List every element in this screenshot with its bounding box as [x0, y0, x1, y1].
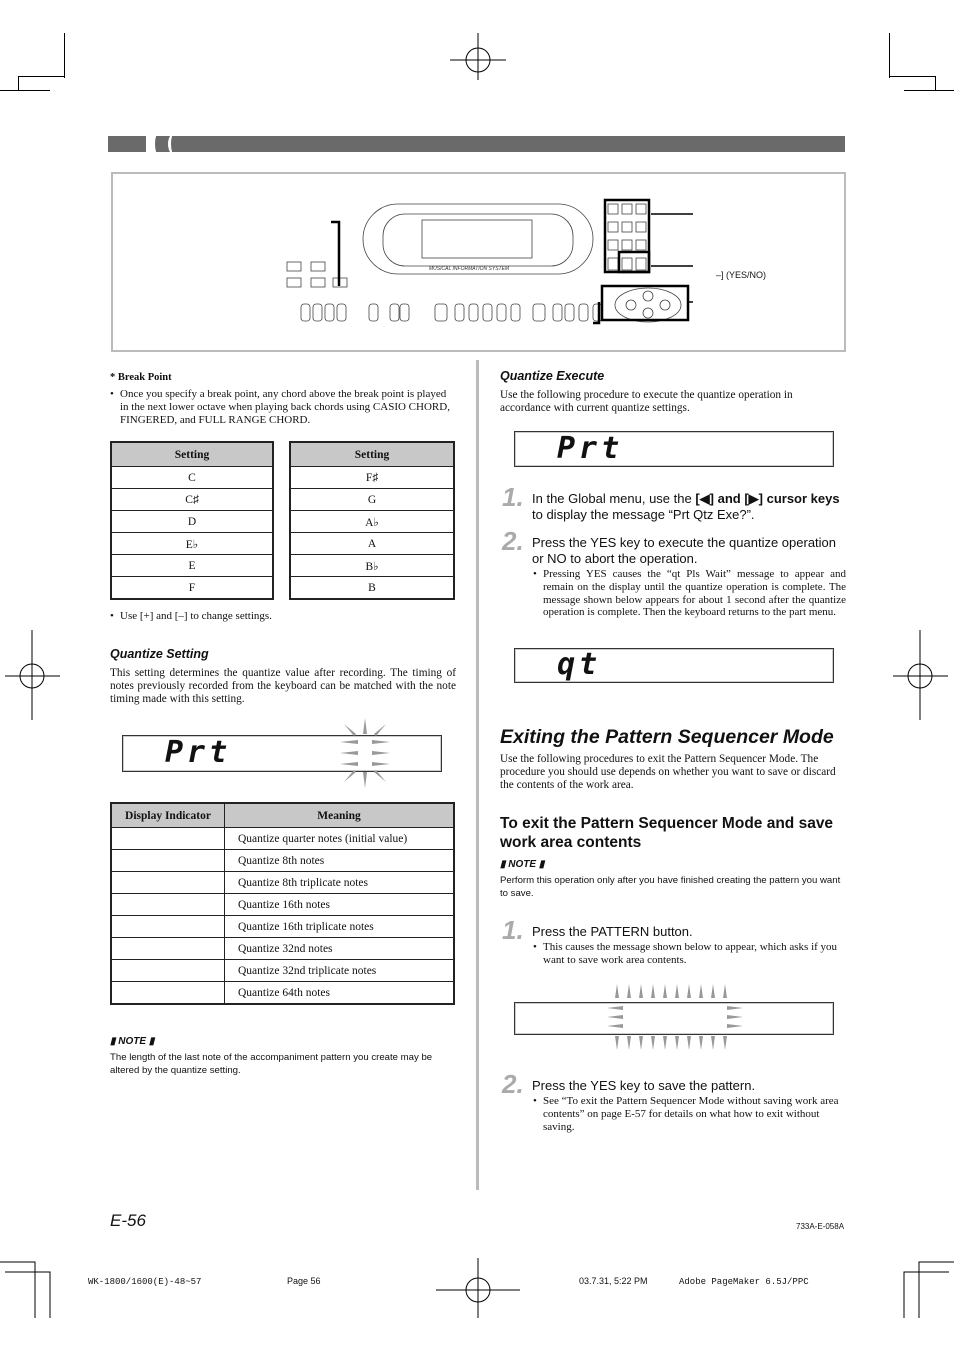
step-text: Press the YES key to execute the quantize operation or NO to abort the operation. — [532, 535, 837, 566]
table-cell: Quantize quarter notes (initial value) — [225, 828, 455, 850]
table-row — [111, 828, 454, 850]
indicator-table — [110, 802, 455, 1005]
step-text: Press the PATTERN button. — [532, 924, 693, 939]
step-number: 2. — [502, 1069, 524, 1099]
table-row — [111, 850, 454, 872]
table-cell: A♭ — [290, 511, 454, 533]
column-divider — [476, 360, 479, 1190]
table-row — [111, 872, 454, 894]
setting-table-left — [110, 441, 274, 600]
table-cell: D — [111, 511, 273, 533]
page-label: Page 56 — [287, 1276, 321, 1286]
table-row — [290, 555, 454, 577]
table-header: Setting — [290, 442, 454, 467]
table-row — [111, 960, 454, 982]
note-text: The length of the last note of the accompaniment pattern you create may be altered by the quantize setting. — [110, 1052, 433, 1076]
lcd-text: qt — [557, 647, 602, 682]
table-cell: Quantize 8th triplicate notes — [225, 872, 455, 894]
table-row — [290, 467, 454, 489]
step-bullet: • See “To exit the Pattern Sequencer Mode without saving work area contents” on page E-57 for details on what how to exit without saving. — [543, 1095, 846, 1133]
lcd-text: Prt — [165, 735, 232, 770]
table-cell: Quantize 8th notes — [225, 850, 455, 872]
quantize-execute-text: Use the following procedure to execute the quantize operation in accordance with current quantize settings. — [500, 389, 793, 414]
table-row — [111, 511, 273, 533]
note-text: Perform this operation only after you have finished creating the pattern you want to save. — [500, 875, 841, 899]
table-row — [111, 938, 454, 960]
table-row — [290, 533, 454, 555]
table-cell: C — [111, 467, 273, 489]
section-intro: Use the following procedures to exit the Pattern Sequencer Mode. The procedure you should use depends on whether you want to save or discard the contents of the work area. — [500, 753, 836, 791]
table-row — [290, 577, 454, 600]
table-cell: F — [111, 577, 273, 600]
table-row — [111, 916, 454, 938]
file-name: WK-1800/1600(E)-48~57 — [88, 1277, 202, 1287]
table-cell: Quantize 16th notes — [225, 894, 455, 916]
table-row — [111, 982, 454, 1005]
step-number: 1. — [502, 915, 524, 945]
table-cell: B♭ — [290, 555, 454, 577]
setting-table-right — [289, 441, 455, 600]
break-point-heading — [110, 371, 172, 384]
table-row — [290, 511, 454, 533]
header-bar-paren — [152, 133, 165, 155]
table-row — [111, 894, 454, 916]
table-row — [111, 555, 273, 577]
yes-no-label: –] (YES/NO) — [716, 270, 767, 280]
asterisk: * — [110, 372, 116, 383]
table-header: Setting — [111, 442, 273, 467]
table-cell: F♯ — [290, 467, 454, 489]
keyboard-diagram — [111, 172, 846, 352]
table-row — [290, 489, 454, 511]
lcd-display — [514, 648, 834, 683]
table-cell: Quantize 32nd triplicate notes — [225, 960, 455, 982]
quantize-setting-text: This setting determines the quantize value after recording. The timing of notes previously recorded from the keyboard can be matched with the note timing made with this setting. — [110, 667, 456, 705]
break-point-title: Break Point — [117, 372, 172, 383]
table-row — [111, 577, 273, 600]
table-header: Meaning — [225, 803, 455, 828]
table-cell: E♭ — [111, 533, 273, 555]
table-cell: Quantize 32nd notes — [225, 938, 455, 960]
lcd-display — [514, 431, 834, 467]
table-cell: C♯ — [111, 489, 273, 511]
step-text: Press the YES key to save the pattern. — [532, 1078, 756, 1093]
quantize-execute-heading: Quantize Execute — [500, 369, 605, 383]
flashing-indicator-icon — [332, 718, 398, 788]
table-row — [111, 489, 273, 511]
display-caption: MUSICAL INFORMATION SYSTEM — [429, 266, 510, 272]
step-number: 1. — [502, 482, 524, 512]
header-bar-paren — [168, 133, 181, 155]
table-row — [111, 533, 273, 555]
table-cell: E — [111, 555, 273, 577]
print-date: 03.7.31, 5:22 PM — [579, 1276, 648, 1286]
subsection-title: To exit the Pattern Sequencer Mode and save work area contents — [500, 815, 834, 851]
table-row — [111, 467, 273, 489]
keyboard-panel-illustration — [113, 174, 844, 350]
table-header: Display Indicator — [111, 803, 225, 828]
note-label: ▮ NOTE ▮ — [500, 859, 545, 870]
step-bullet: • Pressing YES causes the “qt Pls Wait” message to appear and remain on the display until the quantize operation is complete. The message shown below appears for about 1 second after the quantize operation is complete. Then the keyboard returns to the part menu. — [543, 568, 846, 619]
note-label: ▮ NOTE ▮ — [110, 1036, 155, 1047]
lcd-text: Prt — [557, 431, 624, 466]
step-number: 2. — [502, 526, 524, 556]
table-cell: B — [290, 577, 454, 600]
table-cell: G — [290, 489, 454, 511]
doc-code: 733A-E-058A — [796, 1222, 845, 1231]
use-note: • Use [+] and [–] to change settings. — [120, 610, 272, 623]
page-number: E-56 — [110, 1211, 146, 1230]
table-cell: A — [290, 533, 454, 555]
step-bullet: • This causes the message shown below to appear, which asks if you want to save work area contents. — [543, 941, 846, 967]
quantize-setting-heading: Quantize Setting — [110, 647, 209, 661]
app-name: Adobe PageMaker 6.5J/PPC — [679, 1277, 809, 1287]
table-cell: Quantize 64th notes — [225, 982, 455, 1005]
step-text: In the Global menu, use the [◀] and [▶] cursor keys to display the message “Prt Qtz Exe?”. — [532, 491, 840, 522]
table-cell: Quantize 16th triplicate notes — [225, 916, 455, 938]
flashing-message-icon — [605, 982, 745, 1052]
break-point-text: • Once you specify a break point, any chord above the break point is played in the next lower octave when playing back chords using CASIO CHORD, FINGERED, and FULL RANGE CHORD. — [120, 388, 456, 426]
header-bar — [108, 136, 845, 152]
section-title: Exiting the Pattern Sequencer Mode — [500, 726, 834, 748]
